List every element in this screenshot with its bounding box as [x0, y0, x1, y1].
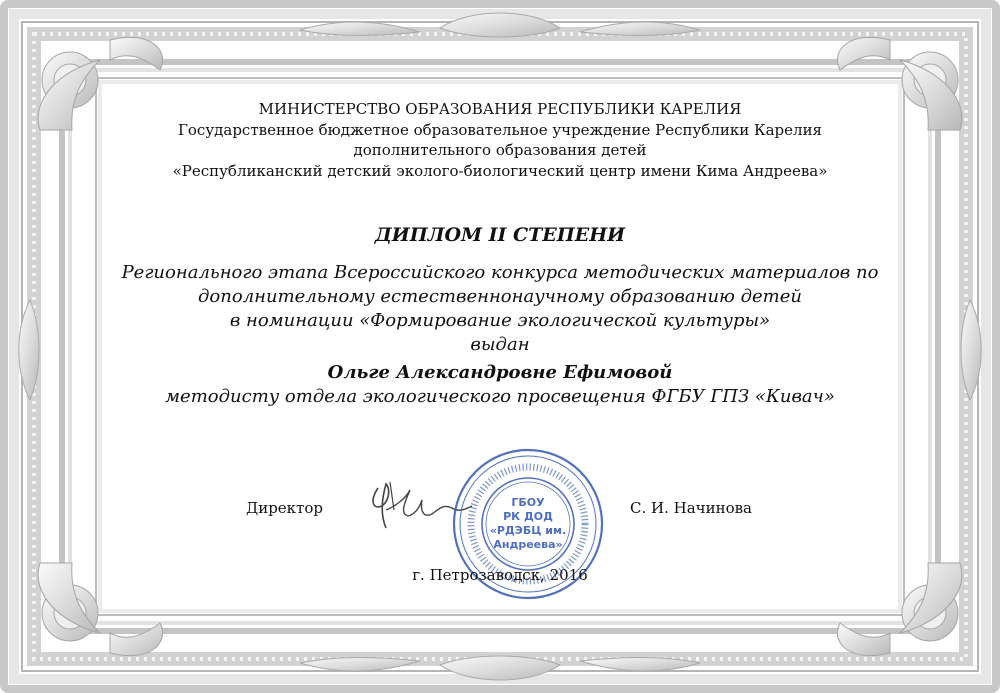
- signatory-role: Директор: [246, 499, 323, 517]
- nomination-line: в номинации «Формирование экологической культуры»: [229, 310, 771, 331]
- recipient-name: Ольге Александровне Ефимовой: [327, 362, 673, 383]
- stamp-text-line-2: РК ДОД: [503, 510, 553, 523]
- diploma-title: ДИПЛОМ II СТЕПЕНИ: [374, 224, 626, 246]
- stamp-text-line-3: «РДЭБЦ им.: [489, 524, 567, 537]
- institution-line-1: Государственное бюджетное образовательное учреждение Республики Карелия: [177, 121, 823, 139]
- issued-word: выдан: [470, 334, 530, 355]
- diploma-description-line-1: Регионального этапа Всероссийского конкурса методических материалов по: [121, 262, 879, 283]
- ministry-heading: МИНИСТЕРСТВО ОБРАЗОВАНИЯ РЕСПУБЛИКИ КАРЕЛИЯ: [258, 100, 742, 118]
- diploma-description-line-2: дополнительному естественнонаучному образованию детей: [198, 286, 802, 307]
- institution-line-3: «Республиканский детский эколого-биологический центр имени Кима Андреева»: [172, 162, 828, 180]
- place-and-date: г. Петрозаводск, 2016: [412, 566, 588, 584]
- signatory-name: С. И. Начинова: [630, 499, 752, 517]
- recipient-position: методисту отдела экологического просвещения ФГБУ ГПЗ «Кивач»: [165, 386, 835, 407]
- institution-line-2: дополнительного образования детей: [353, 141, 647, 159]
- stamp-text-line-4: Андреева»: [493, 538, 563, 551]
- stamp-text-line-1: ГБОУ: [511, 496, 545, 509]
